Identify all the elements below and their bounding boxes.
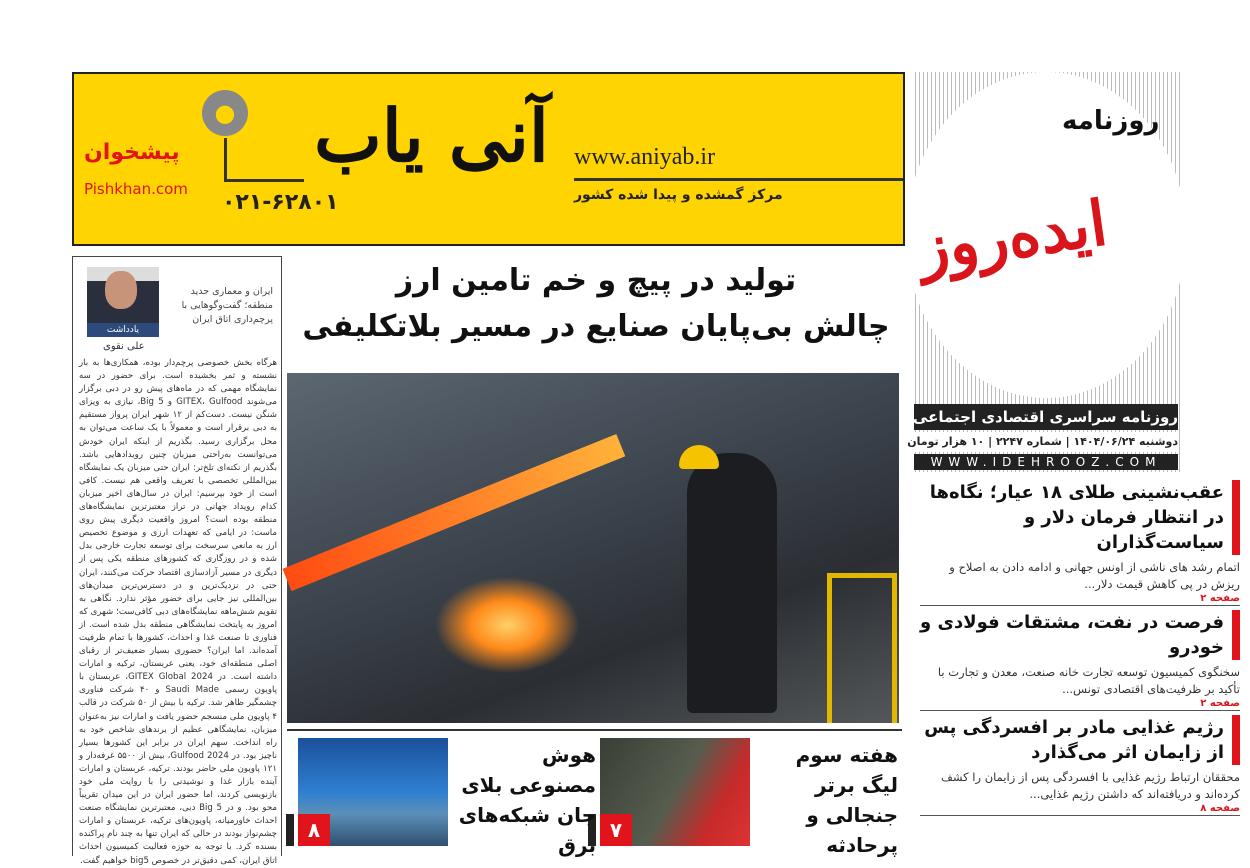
story-title[interactable]: عقب‌نشینی طلای ۱۸ عیار؛ نگاه‌ها در انتظار فرمان دلار و سیاست‌گذاران [920, 480, 1240, 555]
column-author: علی نقوی [103, 341, 145, 352]
teaser-league-photo[interactable] [600, 738, 750, 846]
teaser-page-number: ۸ [298, 814, 330, 846]
story-oil[interactable] [920, 610, 1240, 711]
story-summary: اتمام رشد های ناشی از اونس جهانی و ادامه دادن به اصلاح و ریزش در پی کاهش قیمت دلار... [949, 560, 1240, 591]
story-title[interactable]: فرصت در نفت، مشتقات فولادی و خودرو [920, 610, 1240, 660]
location-pin-icon: ● [202, 90, 248, 136]
ad-phone: ۰۲۱-۶۲۸۰۱ [222, 190, 339, 215]
main-headline[interactable] [290, 258, 902, 350]
ad-brand: آنی یاب [314, 93, 549, 178]
hot-steel-bar [283, 434, 626, 591]
divider [574, 178, 903, 181]
aniyab-advertisement [72, 72, 905, 246]
teaser-ai-title[interactable]: هوش مصنوعی بلای جان شبکه‌های برق [458, 743, 596, 857]
author-face [105, 271, 137, 309]
masthead-dateline: دوشنبه ۱۴۰۴/۰۶/۲۴ | شماره ۲۲۴۷ | ۱۰ هزار تومان [914, 432, 1178, 452]
teaser-league-title[interactable]: هفته سوم لیگ برتر جنجالی و پرحادثه [795, 743, 898, 857]
story-gold[interactable] [920, 480, 1240, 606]
opinion-column [72, 256, 282, 866]
masthead-tagline: روزنامه سراسری اقتصادی اجتماعی [914, 404, 1178, 430]
divider [224, 179, 304, 182]
worker-helmet [679, 445, 719, 469]
ad-url[interactable]: www.aniyab.ir [574, 144, 716, 170]
teaser-ai-photo[interactable] [298, 738, 448, 846]
headline-line2: چالش بی‌پایان صنایع در مسیر بلاتکلیفی [302, 309, 890, 344]
story-summary: سخنگوی کمیسیون توسعه تجارت خانه صنعت، معدن و تجارت با تأکید بر ظرفیت‌های اقتصادی تونس... [937, 665, 1240, 696]
story-diet[interactable] [920, 715, 1240, 816]
masthead [907, 72, 1180, 472]
watermark-fa: پیشخوان [84, 140, 180, 165]
headline-line1: تولید در پیچ و خم تامین ارز [395, 263, 797, 298]
newspaper-logo: ایده‌روز [913, 186, 1112, 285]
teaser-page-number: ۷ [600, 814, 632, 846]
column-body: هرگاه بخش خصوصی پرچم‌دار بوده، همکاری‌ها به بار نشسته و ثمر بخشیده است. برای حضور در سه نمایشگاه مهمی که در ماه‌های پیش رو در دبی برگزار می‌شوند GITEX، Gulfood و Big 5، نیازی به ویزای شنگن نیست. دست‌کم از ۱۲ شهر ایران پرواز مستقیم به دبی برقرار است و معمولاً با یک ساعت می‌توان به محل برگزاری رسید. بگذریم از اینکه ایران خودش می‌توانست به‌راحتی میزبان چنین رویدادهایی باشد. بگذریم از نکته‌ای تلخ‌تر: ایران حتی میزبان یک نمایشگاه بین‌المللی تخصصی با تعریف واقعی هم نیست. کافی است از خود بپرسیم: ایران در سال‌های اخیر میزبان کدام رویداد جهانی در تراز معتبرترین نمایشگاه‌های منطقه بوده است؟ امروز واقعیت دیگری پیش روی ماست: در ایامی که تعهدات ارزی و موضوع تخصیص ارز به مانعی سرسخت برای توسعه تجارت خارجی بدل شده و در روزگاری که کشورهای منطقه یکی پس از دیگری در مسیر آزادسازی اقتصاد حرکت می‌کنند، ایران حتی در نزدیک‌ترین و در دسترس‌ترین میدان‌های بین‌المللی نیز جایی برای حضور مؤثر ندارد. نگاهی به تقویم شش‌ماهه نمایشگاه‌های دبی کافی‌ست؛ شهری که امروز به پایتخت نمایشگاهی منطقه بدل شده است. از فناوری تا صنعت غذا و احداث، کشورها با تمام ظرفیت آمده‌اند. اما ایران؟ حضوری بسیار ضعیف‌تر از رقبای اصلی منطقه‌ای خود، یعنی عربستان، ترکیه و امارات داشته است. در GITEX Global 2024، عربستان با پاویون رسمی Saudi Made و ۴۰ شرکت فناوری چشمگیر ظاهر شد. ترکیه با بیش از ۵۰ شرکت در قالب ۴ پاویون ملی منسجم حضور یافت و امارات نیز به‌عنوان میزبان، نمایشگاهی عظیم از برندهای شاخص خود به راه انداخت. سهم ایران در برابر این کشورها بسیار ناچیز بود. در Gulfood 2024، بیش از ۵۵۰۰ غرفه‌دار و ۱۲۱ پاویون ملی حاضر بودند. ترکیه، عربستان و امارات آینده بازار غذا و نوشیدنی را با روایت ملی خود بازنویسی کردند، اما حضور ایران در این میدان تقریباً محو بود. و در Big 5 دبی، معتبرترین نمایشگاه صنعت احداث خاورمیانه، پاویون‌های ترکیه، عربستان و امارات چشم‌نواز بودند در حالی که ایران تنها به چند نام پراکنده بسنده کرد. با توجه به حوزه فعالیت کمیسیون احداث اتاق ایران، کمی دقیق‌تر در خصوص big5 خواهیم گفت. [79, 358, 278, 866]
story-page: صفحه ۸ [920, 803, 1240, 816]
column-title[interactable]: ایران و معماری جدید منطقه؛ گفت‌وگوهایی با پرچم‌داری اتاق ایران [181, 286, 273, 325]
news-briefs [920, 480, 1240, 856]
divider [287, 729, 902, 731]
story-summary: محققان ارتباط رژیم غذایی با افسردگی پس از زایمان را کشف کرده‌اند و دریافته‌اند که داشتن رژیم غذایی... [941, 770, 1240, 801]
yellow-railing [827, 573, 897, 723]
watermark-en: Pishkhan.com [84, 180, 188, 198]
story-page: صفحه ۲ [920, 698, 1240, 711]
ad-subtitle: مرکز گمشده و پیدا شده کشور [574, 187, 783, 203]
divider [224, 138, 227, 182]
masthead-website[interactable]: WWW.IDEHROOZ.COM [914, 454, 1178, 470]
story-page: صفحه ۲ [920, 593, 1240, 606]
worker-figure [687, 453, 777, 713]
main-photo-steel-worker [287, 373, 899, 723]
story-title[interactable]: رژیم غذایی مادر بر افسردگی پس از زایمان اثر می‌گذارد [920, 715, 1240, 765]
column-label: یادداشت [87, 323, 159, 337]
marker [286, 814, 294, 846]
masthead-small: روزنامه [1062, 106, 1160, 136]
